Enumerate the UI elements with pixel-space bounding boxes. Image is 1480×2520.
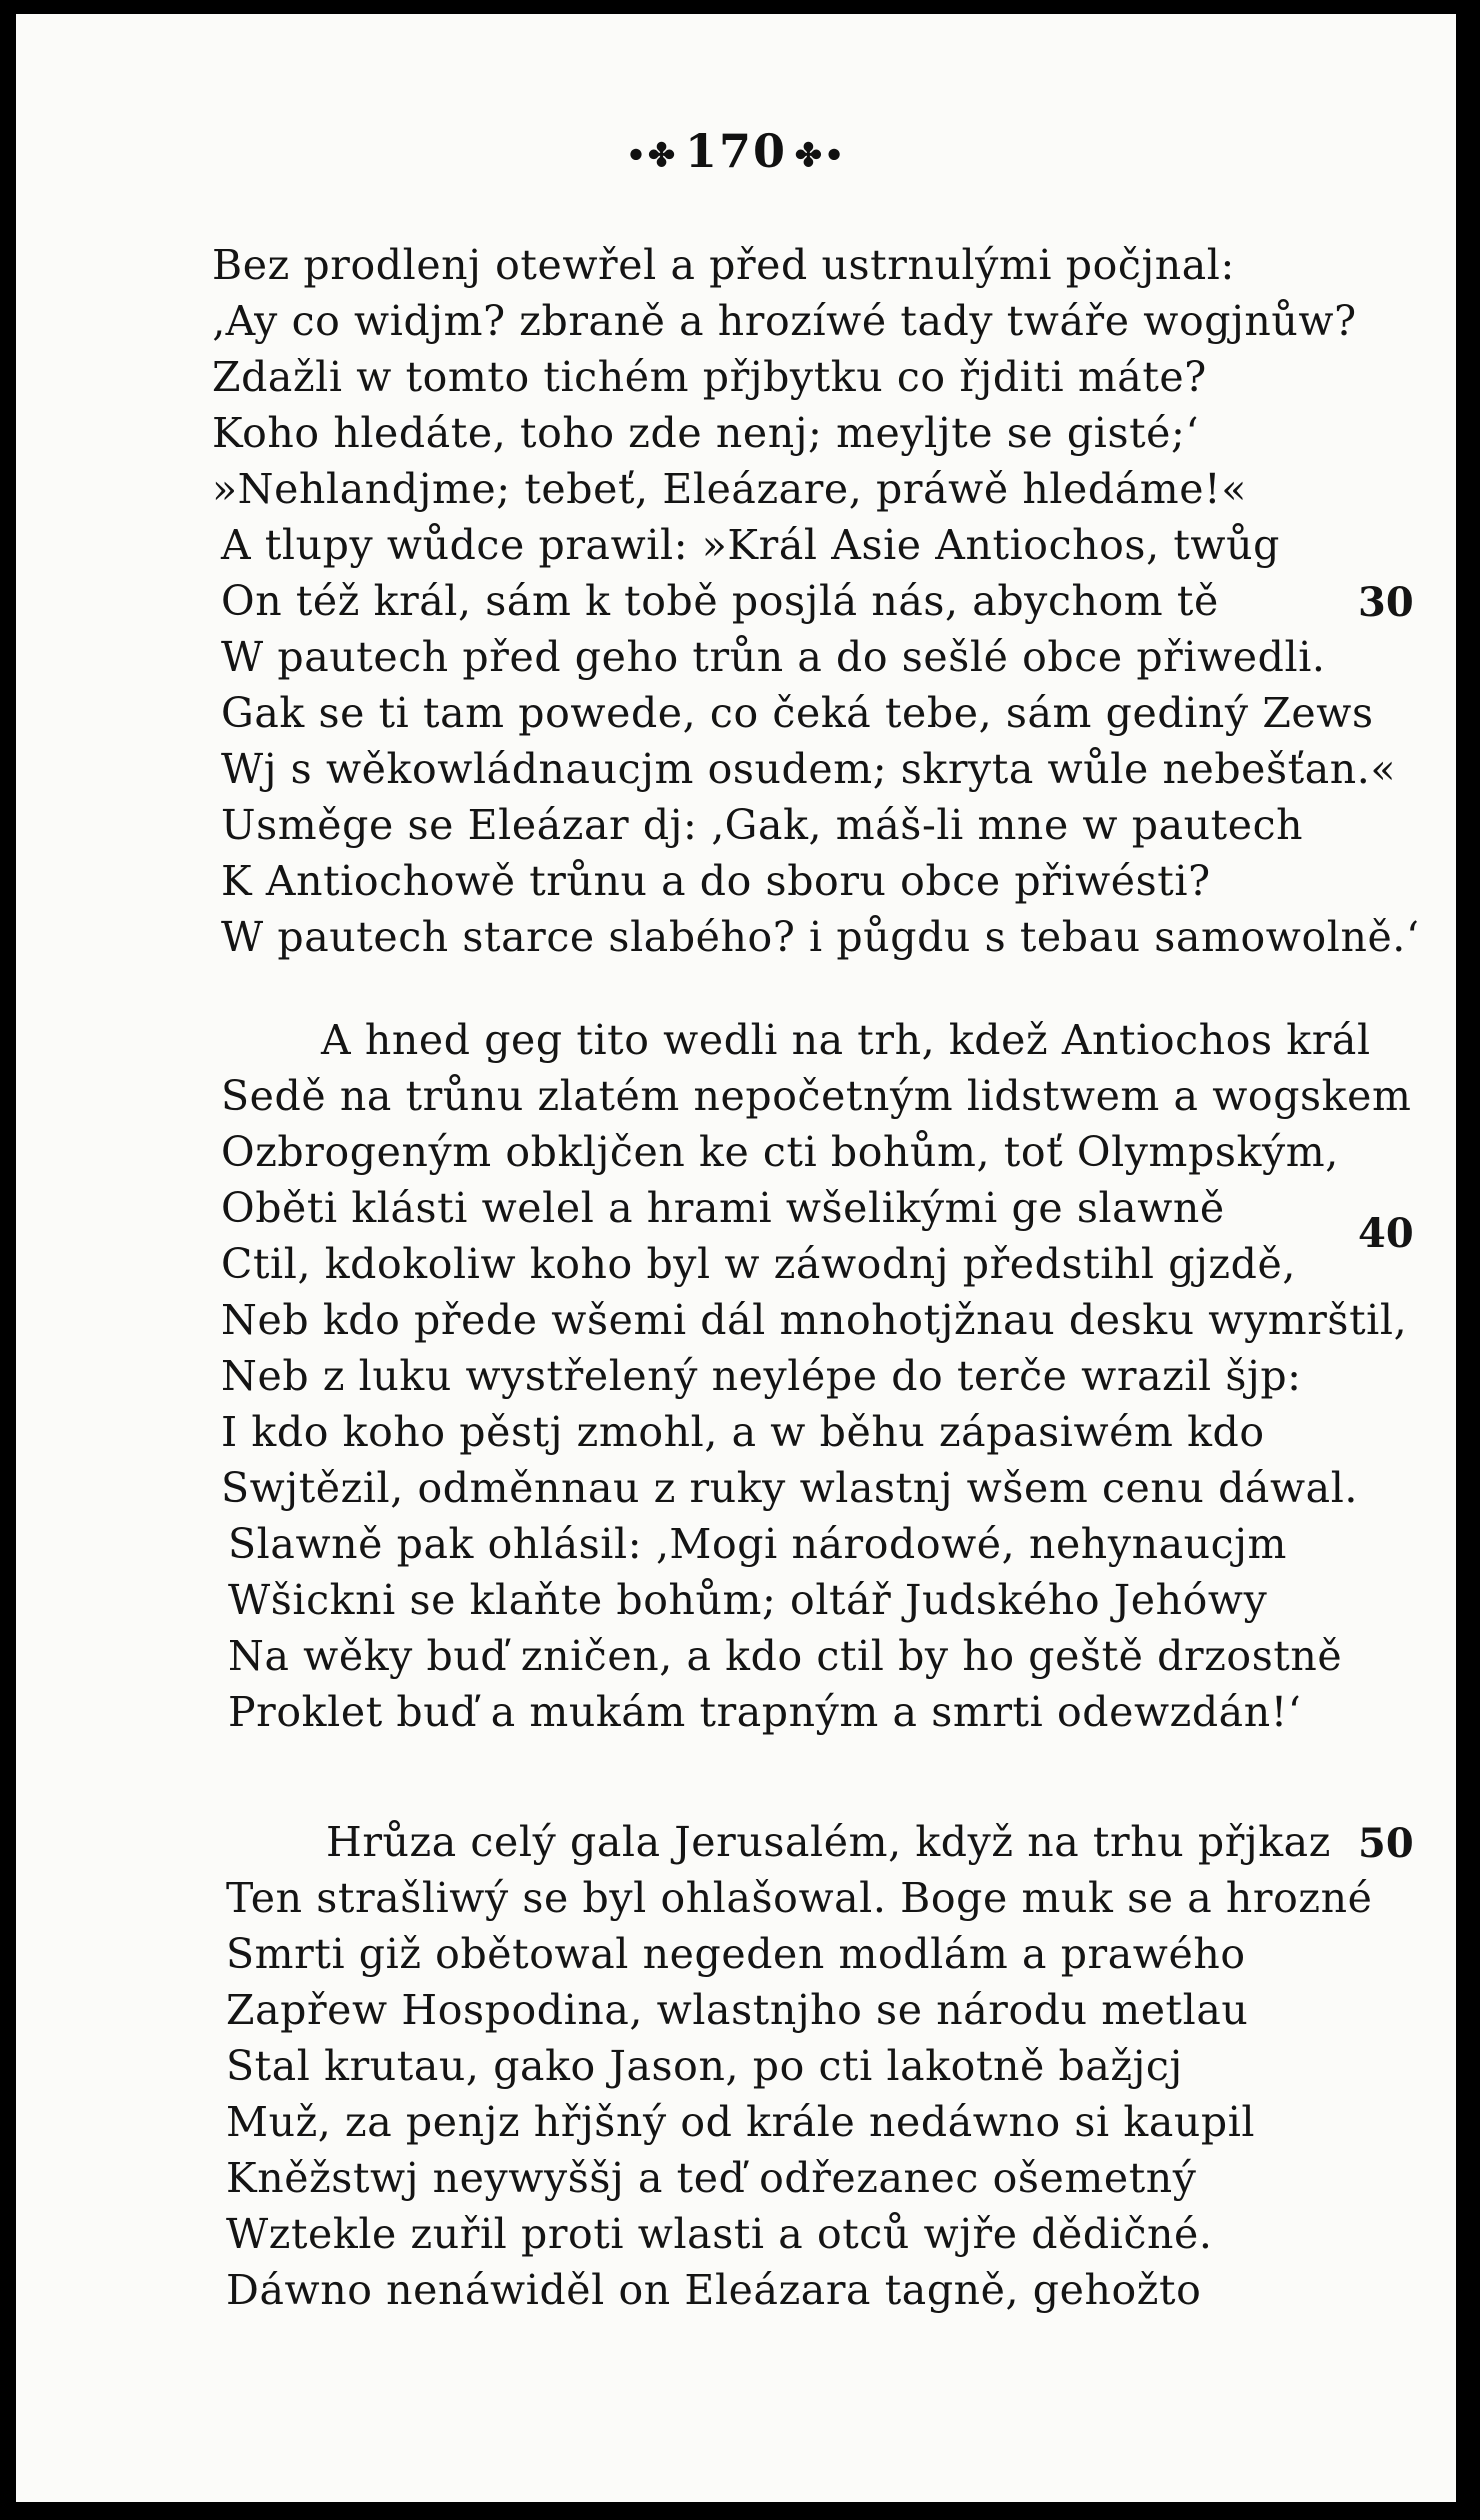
verse-line: »Nehlandjme; tebeť, Eleázare, práwě hledáme!« xyxy=(212,465,1247,513)
verse-line: Koho hledáte, toho zde nenj; meyljte se gisté;‘ xyxy=(212,409,1200,457)
verse-line: Slawně pak ohlásil: ‚Mogi národowé, nehynaucjm xyxy=(228,1520,1287,1568)
verse-line: A tlupy wůdce prawil: »Král Asie Antiochos, twůg xyxy=(221,521,1280,569)
verse-line: Na wěky buď zničen, a kdo ctil by ho geště drzostně xyxy=(228,1632,1343,1680)
verse-line: Ten strašliwý se byl ohlašowal. Boge muk se a hrozné xyxy=(226,1874,1373,1922)
verse-line: Zapřew Hospodina, wlastnjho se národu metlau xyxy=(226,1986,1249,2034)
book-page xyxy=(16,14,1456,2502)
verse-line: Neb z luku wystřelený neylépe do terče wrazil šjp: xyxy=(221,1352,1302,1400)
verse-line: W pautech starce slabého? i půgdu s tebau samowolně.‘ xyxy=(221,913,1420,961)
verse-line: Swjtězil, odměnnau z ruky wlastnj wšem cenu dáwal. xyxy=(221,1464,1359,1512)
verse-line: Gak se ti tam powede, co čeká tebe, sám gediný Zews xyxy=(221,689,1374,737)
verse-line: A hned geg tito wedli na trh, kdež Antiochos král xyxy=(321,1016,1371,1064)
page-number: 170 xyxy=(684,124,788,178)
line-number-40: 40 xyxy=(1358,1210,1414,1257)
ornament-left-icon: •✤ xyxy=(625,136,677,174)
verse-line: Zdažli w tomto tichém přjbytku co řjditi máte? xyxy=(212,353,1207,401)
verse-line: I kdo koho pěstj zmohl, a w běhu zápasiwém kdo xyxy=(221,1408,1265,1456)
verse-line: ‚Ay co widjm? zbraně a hrozíwé tady twáře wogjnůw? xyxy=(212,297,1357,345)
verse-line: Stal krutau, gako Jason, po cti lakotně bažjcj xyxy=(226,2042,1183,2090)
ornament-right-icon: ✤• xyxy=(795,136,847,174)
verse-line: Smrti giž obětowal negeden modlám a prawého xyxy=(226,1930,1246,1978)
verse-line: Bez prodlenj otewřel a před ustrnulými počjnal: xyxy=(212,241,1235,289)
line-number-30: 30 xyxy=(1358,579,1414,626)
verse-line: Wztekle zuřil proti wlasti a otců wjře dědičné. xyxy=(226,2210,1213,2258)
verse-line: Kněžstwj neywyššj a teď odřezanec ošemetný xyxy=(226,2154,1197,2202)
verse-line: Hrůza celý gala Jerusalém, když na trhu přjkaz xyxy=(326,1818,1331,1866)
verse-line: Wšickni se klaňte bohům; oltář Judského Jehówy xyxy=(228,1576,1268,1624)
page-number-header xyxy=(16,124,1456,178)
line-number-50: 50 xyxy=(1358,1820,1414,1867)
verse-line: W pautech před geho trůn a do sešlé obce přiwedli. xyxy=(221,633,1326,681)
verse-line: Wj s wěkowládnaucjm osudem; skryta wůle nebešťan.« xyxy=(221,745,1397,793)
verse-line: Muž, za penjz hřjšný od krále nedáwno si kaupil xyxy=(226,2098,1256,2146)
verse-line: Usměge se Eleázar dj: ‚Gak, máš-li mne w pautech xyxy=(221,801,1304,849)
verse-line: Neb kdo přede wšemi dál mnohotjžnau desku wymrštil, xyxy=(221,1296,1408,1344)
verse-line: Ozbrogeným obkljčen ke cti bohům, toť Olympským, xyxy=(221,1128,1339,1176)
verse-line: On též král, sám k tobě posjlá nás, abychom tě xyxy=(221,577,1219,625)
verse-line: K Antiochowě trůnu a do sboru obce přiwésti? xyxy=(221,857,1211,905)
verse-line: Proklet buď a mukám trapným a smrti odewzdán!‘ xyxy=(228,1688,1302,1736)
verse-line: Dáwno nenáwiděl on Eleázara tagně, gehožto xyxy=(226,2266,1202,2314)
verse-line: Ctil, kdokoliw koho byl w záwodnj předstihl gjzdě, xyxy=(221,1240,1296,1288)
verse-line: Oběti klásti welel a hrami wšelikými ge slawně xyxy=(221,1184,1225,1232)
verse-line: Sedě na trůnu zlatém nepočetným lidstwem a wogskem xyxy=(221,1072,1412,1120)
